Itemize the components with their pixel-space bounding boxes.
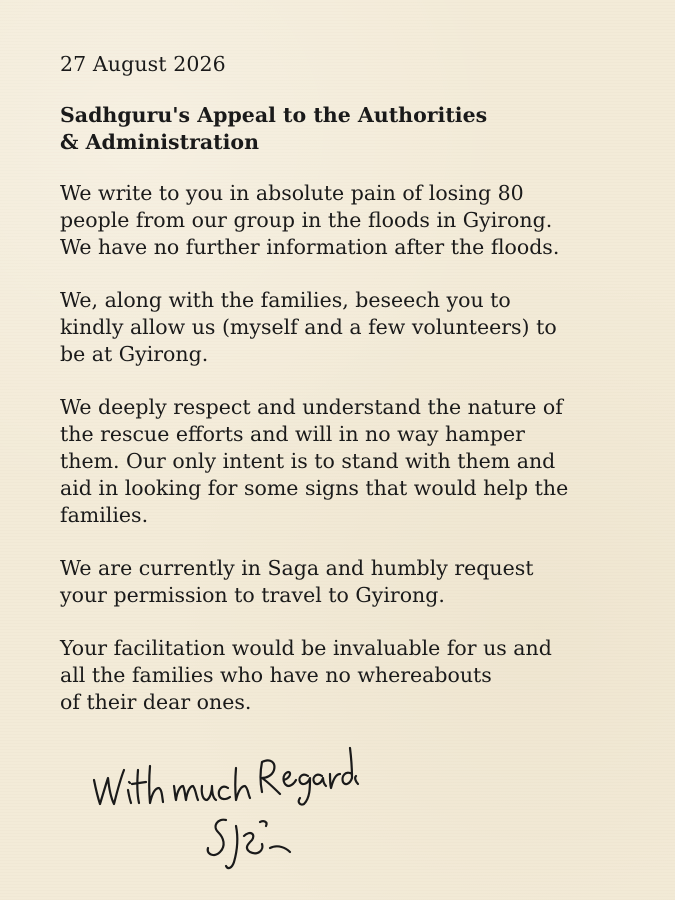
handwritten-signature — [88, 740, 358, 890]
signature-mark — [208, 820, 226, 855]
signature-drawing — [88, 740, 358, 890]
letter-title: Sadhguru's Appeal to the Authorities & Administration — [60, 103, 488, 154]
handwriting-regards — [261, 760, 281, 794]
handwriting-with — [94, 770, 124, 804]
paragraph-1: We write to you in absolute pain of losing 80 people from our group in the floods in Gyirong. We have no further information after the floods. — [60, 181, 560, 259]
paragraph-5: Your facilitation would be invaluable for us and all the families who have no whereabouts of their dear ones. — [60, 636, 552, 714]
letter-date: 27 August 2026 — [60, 52, 226, 76]
paragraph-3: We deeply respect and understand the nature of the rescue efforts and will in no way hamper them. Our only intent is to stand with them and aid in looking for some signs that would help the families. — [60, 395, 569, 527]
paragraph-4: We are currently in Saga and humbly request your permission to travel to Gyirong. — [60, 556, 534, 607]
handwriting-much — [174, 786, 198, 800]
paragraph-2: We, along with the families, beseech you to kindly allow us (myself and a few volunteers) to be at Gyirong. — [60, 288, 557, 366]
letter-body — [60, 48, 640, 742]
